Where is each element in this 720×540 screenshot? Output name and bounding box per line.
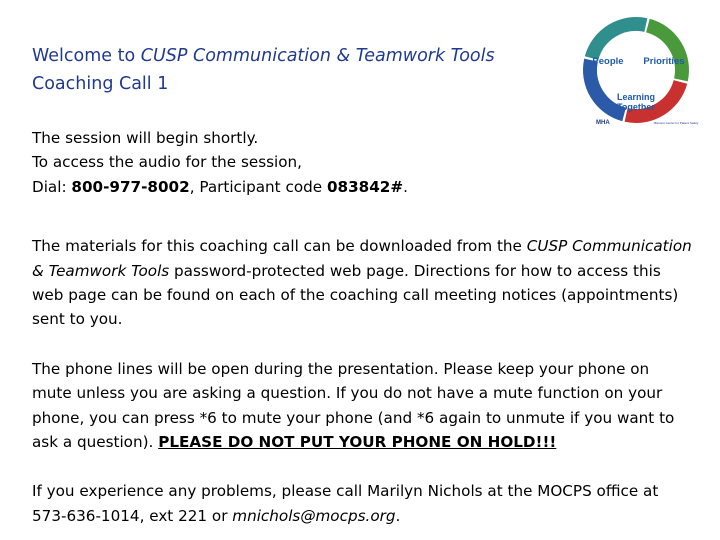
period-text: .	[395, 506, 401, 525]
materials-lead-text: The materials for this coaching call can be downloaded from the	[32, 237, 527, 256]
materials-program-name: CUSP Communication & Teamwork Tools	[32, 237, 692, 280]
dial-in-number: 800-977-8002	[71, 177, 190, 196]
support-email-link[interactable]: mnichols@mocps.org	[232, 506, 396, 525]
logo-word-learning: Learning	[616, 92, 656, 102]
participant-label: , Participant code	[189, 177, 327, 196]
page-title	[32, 42, 577, 98]
audio-access-text: To access the audio for the session,	[32, 153, 302, 172]
logo-org-left: MHA	[596, 120, 610, 126]
content-body	[32, 126, 692, 528]
title-welcome: Welcome to	[32, 46, 141, 66]
support-contact-paragraph	[32, 479, 692, 528]
session-start-text: The session will begin shortly.	[32, 129, 259, 147]
phone-instructions-paragraph	[32, 357, 692, 455]
hold-warning-text: PLEASE DO NOT PUT YOUR PHONE ON HOLD!!!	[158, 433, 557, 452]
dial-label: Dial:	[32, 177, 72, 196]
materials-rest-text: password-protected web page. Directions for how to access this web page can be found on each of the coaching call meeting notices (appointments) sent to you.	[32, 261, 679, 329]
participant-code: 083842#	[326, 177, 404, 196]
title-program: CUSP Communication & Teamwork Tools	[140, 46, 495, 66]
logo-org-right: Missouri Center for Patient Safety	[653, 121, 699, 125]
materials-paragraph	[32, 234, 692, 332]
title-subtitle: Coaching Call 1	[32, 74, 169, 94]
logo-word-priorities: Priorities	[643, 56, 685, 67]
phone-instructions-text: The phone lines will be open during the presentation. Please keep your phone on mute unless you are asking a question. If you do not have a mute function on your phone, you can press *6 to mute your phone (and *6 again to unmute if you want to ask a question).	[32, 359, 675, 452]
period-text: .	[403, 177, 408, 196]
logo-word-together: Together	[617, 102, 655, 112]
support-contact-text: If you experience any problems, please call Marilyn Nichols at the MOCPS office at 573-636-1014, ext 221 or	[32, 482, 659, 525]
logo-word-people: People	[592, 56, 624, 67]
people-priorities-logo	[580, 16, 699, 128]
session-info-paragraph	[32, 126, 692, 199]
